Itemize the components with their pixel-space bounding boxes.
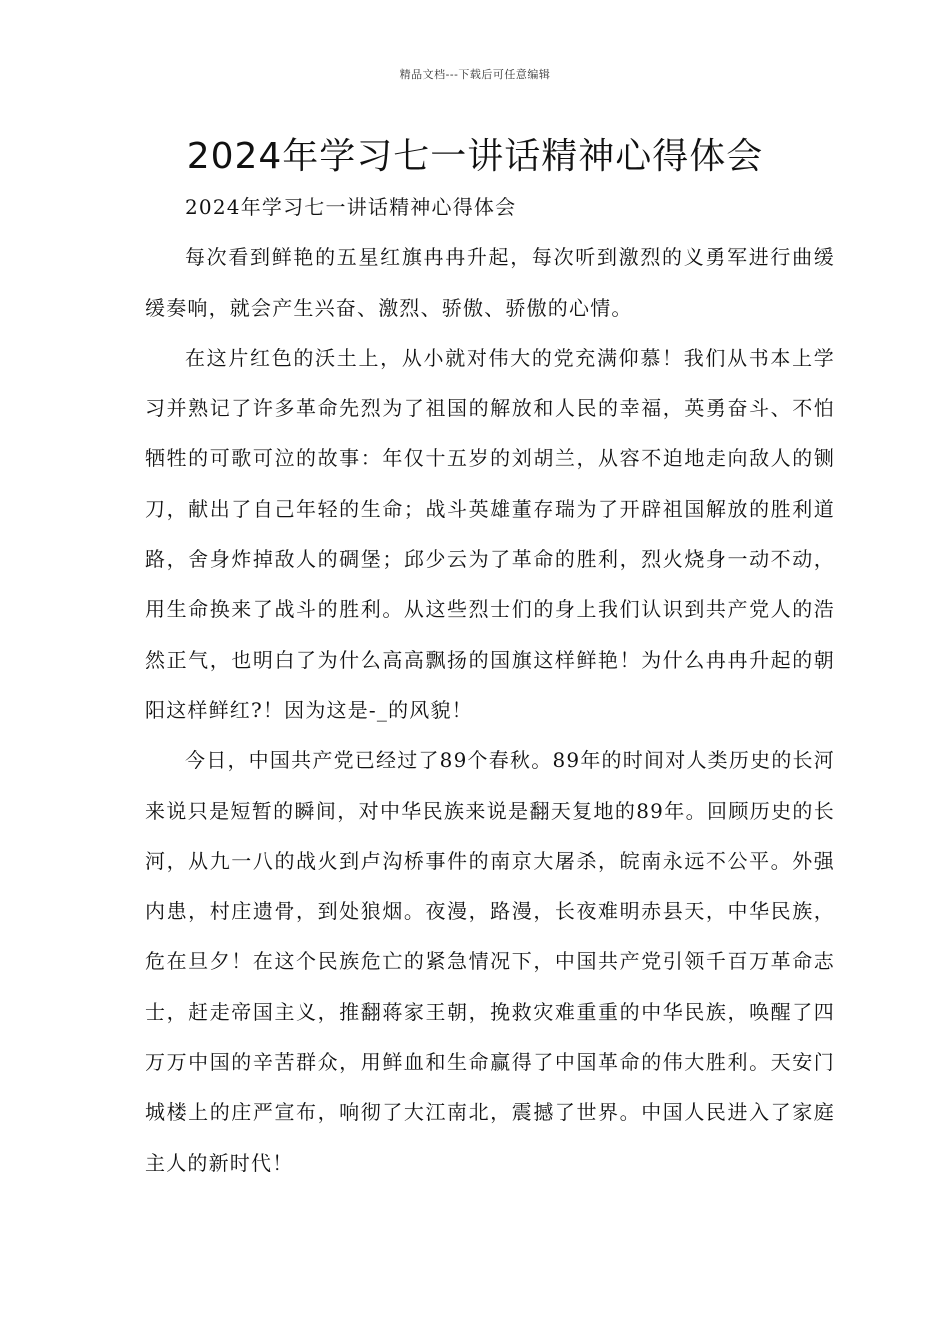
document-body xyxy=(145,182,835,1188)
subtitle-paragraph: 2024年学习七一讲话精神心得体会 xyxy=(185,195,517,219)
header-note: 精品文档---下载后可任意编辑 xyxy=(399,68,551,81)
body-paragraph: 每次看到鲜艳的五星红旗冉冉升起，每次听到激烈的义勇军进行曲缓缓奏响，就会产生兴奋、激烈、骄傲、骄傲的心情。 xyxy=(145,245,835,320)
document-title: 2024年学习七一讲话精神心得体会 xyxy=(186,136,764,177)
body-paragraph: 在这片红色的沃土上，从小就对伟大的党充满仰慕！我们从书本上学习并熟记了许多革命先烈为了祖国的解放和人民的幸福，英勇奋斗、不怕牺牲的可歌可泣的故事：年仅十五岁的刘胡兰，从容不迫地走向敌人的铡刀，献出了自己年轻的生命；战斗英雄董存瑞为了开辟祖国解放的胜利道路，舍身炸掉敌人的碉堡；邱少云为了革命的胜利，烈火烧身一动不动，用生命换来了战斗的胜利。从这些烈士们的身上我们认识到共产党人的浩然正气，也明白了为什么高高飘扬的国旗这样鲜艳！为什么冉冉升起的朝阳这样鲜红?！因为这是-_的风貌！ xyxy=(145,345,835,722)
body-paragraph: 今日，中国共产党已经过了89个春秋。89年的时间对人类历史的长河来说只是短暂的瞬间，对中华民族来说是翻天复地的89年。回顾历史的长河，从九一八的战火到卢沟桥事件的南京大屠杀，皖南永远不公平。外强内患，村庄遗骨，到处狼烟。夜漫，路漫，长夜难明赤县天，中华民族，危在旦夕！在这个民族危亡的紧急情况下，中国共产党引领千百万革命志士，赶走帝国主义，推翻蒋家王朝，挽救灾难重重的中华民族，唤醒了四万万中国的辛苦群众，用鲜血和生命赢得了中国革命的伟大胜利。天安门城楼上的庄严宣布，响彻了大江南北，震撼了世界。中国人民进入了家庭主人的新时代！ xyxy=(145,748,835,1175)
